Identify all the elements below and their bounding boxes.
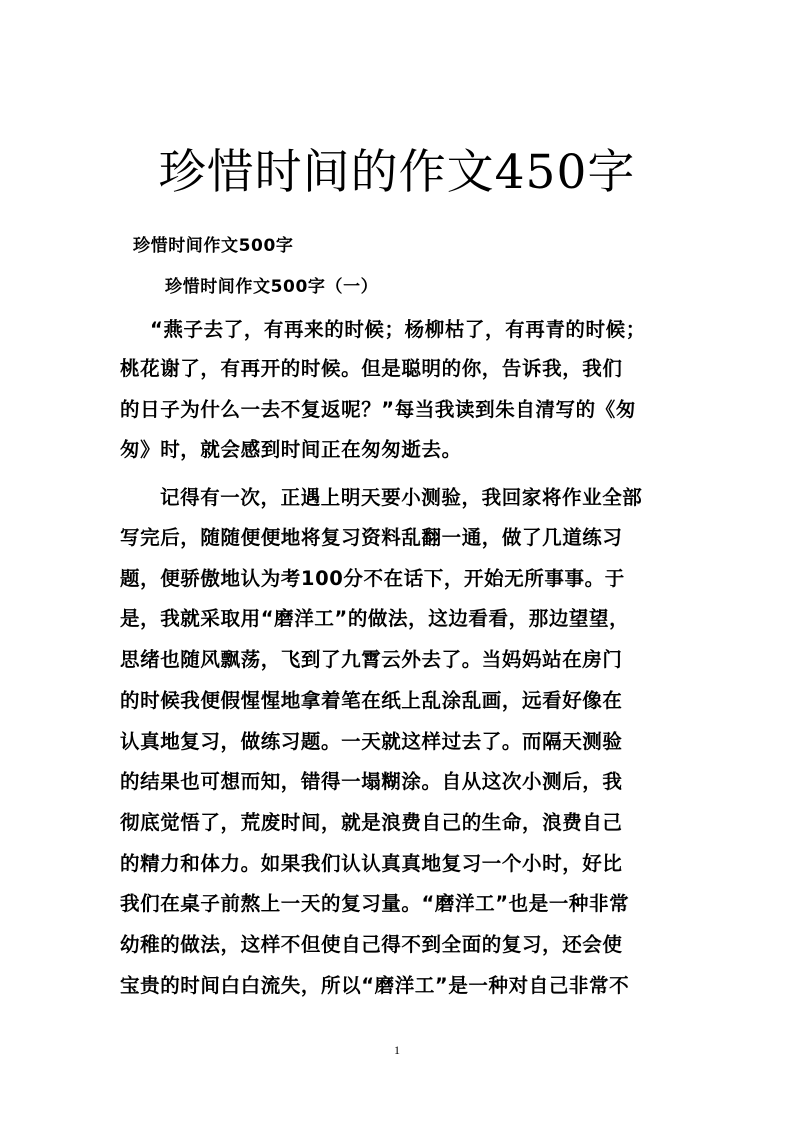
body-line: 桃花谢了，有再开的时候。但是聪明的你，告诉我，我们: [120, 357, 623, 380]
body-line: 幼稚的做法，这样不但使自己得不到全面的复习，还会使: [120, 933, 623, 956]
document-title: 珍惜时间的作文450字: [158, 145, 636, 200]
body-line: 彻底觉悟了，荒废时间，就是浪费自己的生命，浪费自己: [120, 811, 623, 834]
body-line: 的精力和体力。如果我们认认真真地复习一个小时，好比: [120, 852, 623, 875]
page-number: 1: [394, 1043, 400, 1057]
body-line: 的结果也可想而知，错得一塌糊涂。自从这次小测后，我: [120, 770, 623, 793]
body-line: 的时候我便假惺惺地拿着笔在纸上乱涂乱画，远看好像在: [120, 689, 623, 712]
body-line: 是，我就采取用“磨洋工”的做法，这边看看，那边望望，: [120, 607, 630, 630]
body-line: 题，便骄傲地认为考100分不在话下，开始无所事事。于: [120, 567, 625, 590]
body-line: 的日子为什么一去不复返呢？”每当我读到朱自清写的《匆: [120, 398, 636, 421]
body-line: 写完后，随随便便地将复习资料乱翻一通，做了几道练习: [120, 526, 623, 549]
subtitle: 珍惜时间作文500字: [133, 236, 294, 256]
body-line: 思绪也随风飘荡，飞到了九霄云外去了。当妈妈站在房门: [120, 648, 623, 671]
body-line: 匆》时，就会感到时间正在匆匆逝去。: [120, 438, 462, 461]
body-line: “燕子去了，有再来的时候；杨柳枯了，有再青的时候；: [150, 318, 646, 341]
body-line: 我们在桌子前熬上一天的复习量。“磨洋工”也是一种非常: [120, 892, 630, 915]
body-line: 宝贵的时间白白流失，所以“磨洋工”是一种对自己非常不: [120, 974, 630, 997]
body-line: 记得有一次，正遇上明天要小测验，我回家将作业全部: [160, 486, 643, 509]
section-heading: 珍惜时间作文500字（一）: [165, 277, 379, 297]
body-line: 认真地复习，做练习题。一天就这样过去了。而隔天测验: [120, 730, 623, 753]
